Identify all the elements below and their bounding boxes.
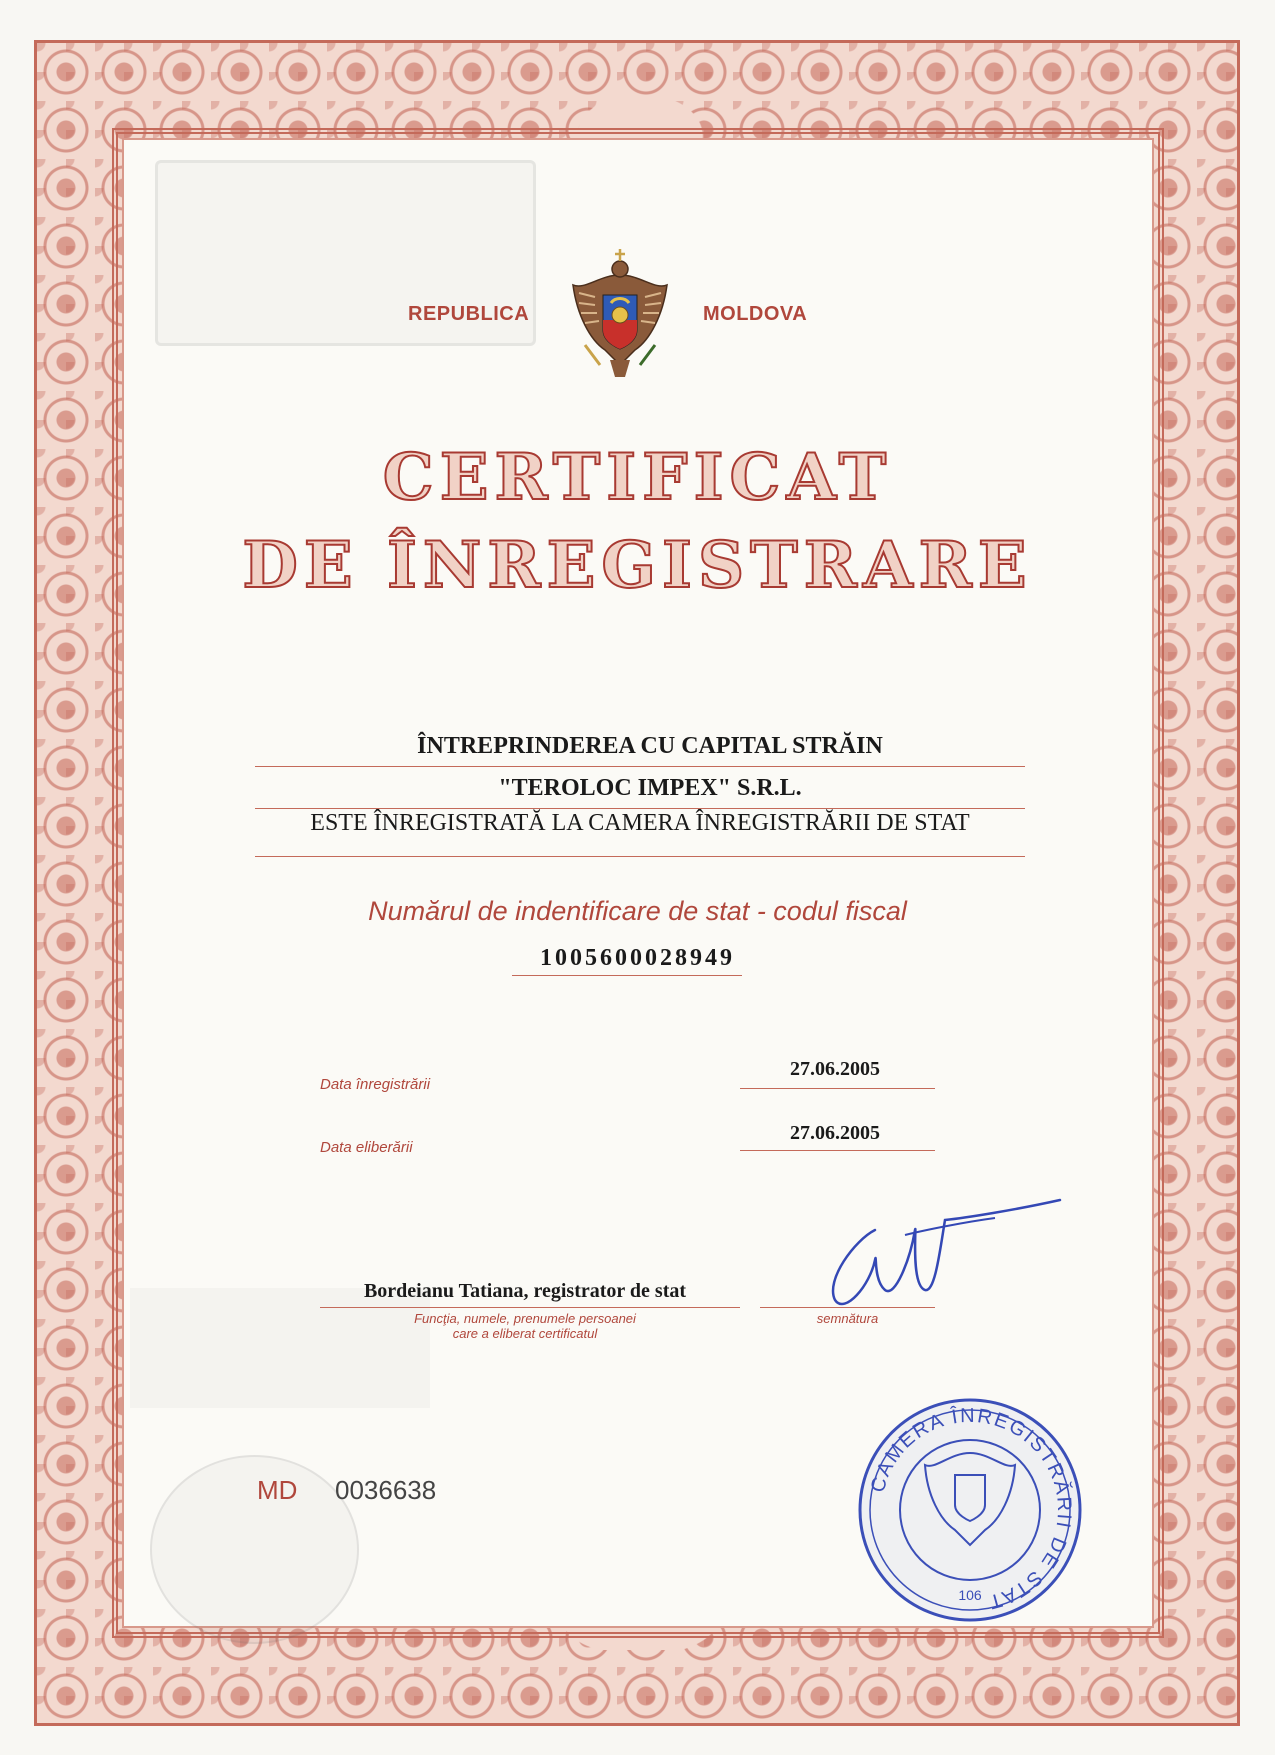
registrar-name: Bordeianu Tatiana, registrator de stat: [363, 1280, 687, 1302]
faded-seal-bottom-left: [150, 1455, 359, 1644]
registrar-caption: [310, 1311, 740, 1341]
registration-statement: ESTE ÎNREGISTRATĂ LA CAMERA ÎNREGISTRĂRII DE STAT: [310, 810, 970, 836]
company-type: ÎNTREPRINDEREA CU CAPITAL STRĂIN: [417, 733, 883, 759]
rule: [740, 1088, 935, 1089]
official-seal-icon: [855, 1395, 1085, 1625]
signature-caption: semnătura: [816, 1311, 879, 1326]
fiscal-code-number: 1005600028949: [540, 945, 735, 971]
rule: [320, 1307, 740, 1308]
company-name: "TEROLOC IMPEX" S.R.L.: [498, 775, 802, 801]
serial-number: 0036638: [335, 1475, 437, 1505]
rule: [255, 856, 1025, 857]
rule: [740, 1150, 935, 1151]
faded-stamp-left: [130, 1288, 430, 1408]
seal-text: CAMERA ÎNREGISTRĂRII DE STAT: [866, 1404, 1076, 1614]
registrar-caption-line1: Funcţia, numele, prenumele persoanei: [414, 1311, 636, 1326]
registrar-caption-line2: care a eliberat certificatul: [452, 1326, 598, 1341]
issue-date-value: 27.06.2005: [790, 1122, 880, 1144]
header-republica: REPUBLICA: [408, 303, 530, 325]
rule: [255, 766, 1025, 767]
signature-image: [815, 1190, 1065, 1320]
registration-date-label: Data înregistrării: [320, 1076, 431, 1093]
issue-date-label: Data eliberării: [320, 1139, 413, 1156]
rule: [255, 808, 1025, 809]
rule: [512, 975, 742, 976]
coat-of-arms-icon: [565, 245, 675, 385]
rule: [760, 1307, 935, 1308]
serial-prefix: MD: [257, 1475, 298, 1505]
certificate-title-line1: CERTIFICAT: [382, 440, 893, 515]
certificate-title-line2: DE ÎNREGISTRARE: [242, 528, 1033, 603]
fiscal-code-caption: Numărul de indentificare de stat - codul fiscal: [368, 896, 907, 926]
header-moldova: MOLDOVA: [703, 303, 808, 325]
registration-date-value: 27.06.2005: [790, 1058, 880, 1080]
seal-number: 106: [958, 1587, 982, 1603]
